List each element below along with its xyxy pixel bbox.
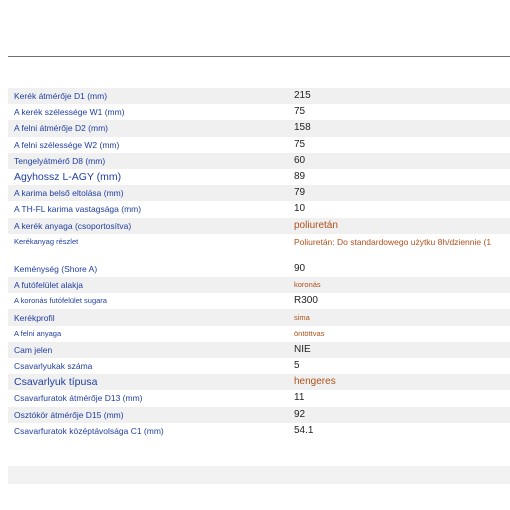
- spec-label: Tengelyátmérő D8 (mm): [14, 155, 106, 166]
- spec-value: 215: [294, 90, 311, 102]
- table-footer-band: [8, 466, 510, 484]
- spec-value: 90: [294, 262, 306, 274]
- spec-row-crown-radius: [8, 293, 510, 309]
- spec-row-bolt-hole-type: [8, 374, 510, 390]
- spec-value: 10: [294, 203, 306, 215]
- spec-value: 11: [294, 392, 305, 404]
- spec-row-flange-offset: [8, 185, 510, 201]
- spec-value: hengeres: [294, 376, 336, 388]
- spec-label: A TH-FL karima vastagsága (mm): [14, 204, 142, 215]
- spec-value: öntöttvas: [294, 328, 325, 338]
- spec-row-material-detail: [8, 234, 510, 250]
- spec-row-bolt-hole-diameter: [8, 390, 510, 406]
- spec-row-wheel-width: [8, 104, 510, 120]
- spec-row-rim-width: [8, 137, 510, 153]
- spec-row-wheel-diameter: [8, 88, 510, 104]
- spec-value: poliuretán: [294, 219, 338, 231]
- spec-row-axle-diameter: [8, 153, 510, 169]
- spec-label: A kerék anyaga (csoportosítva): [14, 220, 132, 231]
- spec-label: Kerékprofil: [14, 312, 55, 323]
- spec-label: Kerék átmérője D1 (mm): [14, 91, 108, 102]
- spec-value: Poliuretán: Do standardowego użytku 8h/dziennie (1: [294, 236, 492, 247]
- spec-row-cam-present: [8, 342, 510, 358]
- spec-value: R300: [294, 295, 318, 307]
- spec-row-pitch-circle-diameter: [8, 407, 510, 423]
- spec-label: Osztókör átmérője D15 (mm): [14, 409, 124, 420]
- spec-value: sima: [294, 312, 310, 322]
- spec-label: A felni átmérője D2 (mm): [14, 123, 108, 134]
- spec-row-bolt-hole-count: [8, 358, 510, 374]
- spec-row-bolt-hole-spacing: [8, 423, 510, 439]
- spec-label: Csavarlyuk típusa: [14, 376, 98, 389]
- spec-label: A felni anyaga: [14, 328, 62, 338]
- spec-label: Keménység (Shore A): [14, 263, 98, 274]
- spec-row-rim-material: [8, 326, 510, 342]
- spec-value: 54.1: [294, 424, 314, 436]
- spec-label: Csavarlyukak száma: [14, 361, 93, 372]
- spec-label: A koronás futófelület sugara: [14, 296, 107, 306]
- spec-value: 79: [294, 187, 306, 199]
- spec-row-flange-thickness: [8, 201, 510, 217]
- spec-label: Agyhossz L-AGY (mm): [14, 171, 122, 184]
- spec-label: Csavarfuratok átmérője D13 (mm): [14, 393, 143, 404]
- spec-label: Kerékanyag részlet: [14, 236, 79, 246]
- spec-value: 60: [294, 154, 306, 166]
- spec-row-rim-diameter: [8, 120, 510, 136]
- spec-row-hardness: [8, 261, 510, 277]
- spec-label: A futófelület alakja: [14, 280, 83, 291]
- spec-value: 75: [294, 106, 306, 118]
- spec-row-wheel-material: [8, 218, 510, 234]
- spec-label: A kerék szélessége W1 (mm): [14, 107, 125, 118]
- spec-label: Cam jelen: [14, 344, 53, 355]
- spec-label: Csavarfuratok középtávolsága C1 (mm): [14, 425, 164, 436]
- spec-value: 92: [294, 408, 306, 420]
- spec-value: 89: [294, 171, 306, 183]
- spec-value: koronás: [294, 280, 321, 290]
- spec-value: 75: [294, 138, 306, 150]
- section-gap: [8, 250, 510, 261]
- spec-row-wheel-profile: [8, 309, 510, 325]
- spec-label: A felni szélessége W2 (mm): [14, 139, 120, 150]
- spec-value: 5: [294, 360, 300, 372]
- spec-row-tread-shape: [8, 277, 510, 293]
- spec-label: A karima belső eltolása (mm): [14, 188, 124, 199]
- wheel-spec-table: [8, 88, 510, 439]
- spec-value: NIE: [294, 343, 311, 355]
- top-divider: [8, 56, 510, 57]
- spec-row-hub-length: [8, 169, 510, 185]
- spec-value: 158: [294, 122, 311, 134]
